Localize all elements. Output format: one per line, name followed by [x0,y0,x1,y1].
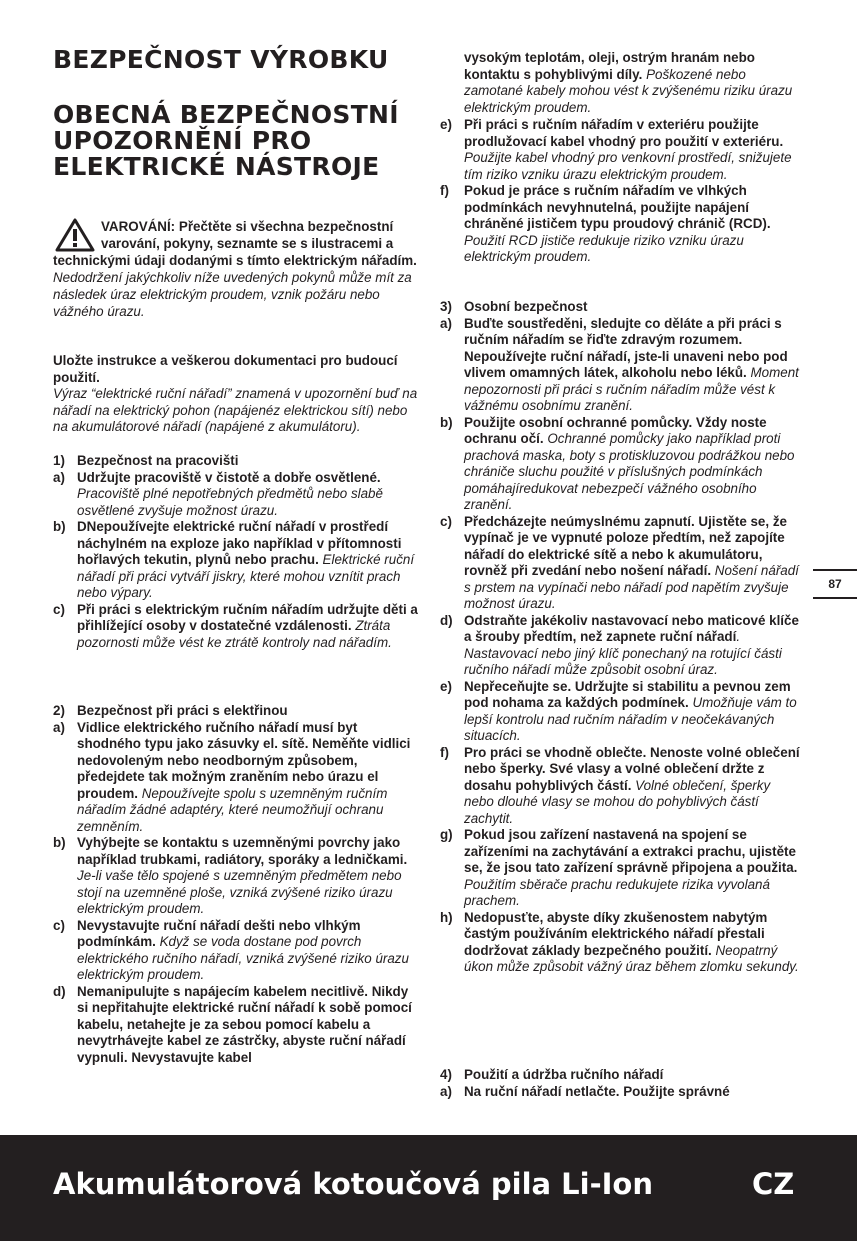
section-2-title: Bezpečnost při práci s elektřinou [77,703,288,718]
list-item: d) Nemanipulujte s napájecím kabelem necitlivě. Nikdy si nepřitahujte elektrické ruční nářadí k sobě pomocí kabelu, netahejte je za sebou pomocí kabelu a nevytrhávejte kabel ze zástrčky, abyste ruční nářadí vypnuli. Nevystavujte kabel [53,983,412,1065]
section-4-num: 4) [440,1067,452,1082]
list-item: a) Buďte soustředěni, sledujte co děláte a při práci s ručním nářadím se řiďte zdravým rozumem. Nepoužívejte ruční nářadí, jste-li unaveni nebo pod vlivem omamných látek, alkoholu nebo léků. Moment nepozornosti při práci s ručním nářadím může vést k vážnému osobnímu zranění. [440,315,799,413]
warning-text: Přečtěte si všechna bezpečnostní varování, pokyny, seznamte se s ilustracemi a technickými údaji dodanými s tímto elektrickým nářadím. [53,219,417,268]
list-item: h) Nedopusťte, abyste díky zkušenostem nabytým častým používáním elektrického nářadí přestali dodržovat základy bezpečného použití. Neopatrný úkon může způsobit vážný úraz během zlomku sekundy. [440,909,799,974]
list-item: a) Vidlice elektrického ručního nářadí musí byt shodného typu jako zásuvky el. sítě. Neměňte vidlici nedovoleným nebo neodborným způsobem, předejdete tak možným zraněním nebo úrazu el proudem. Nepoužívejte spolu s uzemněným ručním nářadím žádné adaptéry, které neumožňují ochranu zemněním. [53,719,411,834]
list-item: a) Na ruční nářadí netlačte. Použijte správné [440,1083,730,1099]
section-1 [53,453,423,651]
list-item: c) Při práci s elektrickým ručním nářadím udržujte děti a přihlížející osoby v dostatečné vzdálenosti. Ztráta pozornosti může vést ke ztrátě kontroly nad nářadím. [53,601,418,650]
section-1-title: Bezpečnost na pracovišti [77,453,239,468]
keep-instructions [53,353,423,436]
section-2-num: 2) [53,703,65,718]
section-2 [53,703,423,1066]
keep-italic: Výraz “elektrické ruční nářadí” znamená v upozornění buď na nářadí na elektrický pohon (napájenéz elektrickou sítí) nebo na akumulátorové nářadí (napájené z akumulátoru). [53,386,418,434]
list-item: e) Při práci s ručním nářadím v exteriéru použijte prodlužovací kabel vhodný pro použití v exteriéru. Použijte kabel vhodný pro venkovní prostředí, snižujete tím riziko vzniku úrazu elektrickým proudem. [440,117,792,182]
list-item: b) DNepoužívejte elektrické ruční nářadí v prostředí náchylném na exploze jako například v přítomnosti hořlavých tekutin, plynů nebo prachu. Elektrické ruční nářadí při práci vytváří jiskry, které mohou vznítit prach nebo výpary. [53,519,415,600]
footer-language: CZ [752,1167,795,1201]
list-item: b) Vyhýbejte se kontaktu s uzemněnými povrchy jako například trubkami, radiátory, sporáky a ledničkami. Je-li vaše tělo spojené s uzemněným předmětem nebo stojí na uzemněné ploše, vzniká zvýšené riziko úrazu elektrickým proudem. [53,835,408,916]
warning-block [53,218,423,320]
section-1-num: 1) [53,453,65,468]
section-3-num: 3) [440,299,452,314]
section-3-title: Osobní bezpečnost [464,299,588,314]
footer-title: Akumulátorová kotoučová pila Li-Ion [53,1167,653,1201]
keep-bold: Uložte instrukce a veškerou dokumentaci pro budoucí použití. [53,353,398,385]
warning-italic: Nedodržení jakýchkoliv níže uvedených pokynů může mít za následek úraz elektrickým proudem, vznik požáru nebo vážného úrazu. [53,270,412,319]
section-3 [440,299,802,976]
footer-bar [0,1135,857,1241]
warning-label: VAROVÁNÍ: [101,219,176,234]
list-item: b) Použijte osobní ochranné pomůcky. Vždy noste ochranu očí. Ochranné pomůcky jako například proti prachová maska, boty s protiskluzovou podrážkou nebo chrániče sluchu použité v příslušných podmínkách pomáhajíredukovat nebezpečí vážného osobního zranění. [440,414,795,512]
section-2-more [440,117,802,266]
section-4 [440,1067,802,1100]
section-4-title: Použití a údržba ručního nářadí [464,1067,664,1082]
list-item: f) Pro práci se vhodně oblečte. Nenoste volné oblečení nebo šperky. Své vlasy a volné oblečení držte z dosahu pohyblivých částí. Volné oblečení, šperky nebo dlouhé vlasy se mohou do pohyblivých částí zachytit. [440,744,800,826]
list-item: a) Udržujte pracoviště v čistotě a dobře osvětlené. Pracoviště plné nepotřebných předmětů nebo slabě osvětlené zvyšuje možnost úrazu. [53,469,383,518]
list-item: e) Nepřeceňujte se. Udržujte si stabilitu a pevnou zem pod nohama za každých podmínek. Umožňuje vám to lepší kontrolu nad ručním nářadím v neočekávaných situacích. [440,678,797,743]
section-2-continued: vysokým teplotám, oleji, ostrým hranám nebo kontaktu s pohyblivými díly. Poškozené nebo zamotané kabely mohou vést k zvýšenému riziku úrazu elektrickým proudem. [464,50,793,115]
list-item: c) Nevystavujte ruční nářadí dešti nebo vlhkým podmínkám. Když se voda dostane pod povrch elektrického ručního nářadí, vzniká zvýšené riziko úrazu elektrickým proudem. [53,917,409,982]
list-item: c) Předcházejte neúmyslnému zapnutí. Ujistěte se, že vypínač je ve vypnuté poloze předtím, než zapojíte nářadí do elektrické sítě a nebo k akumulátoru, rovněž při zvedání nebo nošení nářadí. Nošení nářadí s prstem na vypínači nebo nářadí pod napětím zvyšuje možnost úrazu. [440,513,799,611]
page-number: 87 [813,569,857,599]
section-subtitle: OBECNÁ BEZPEČNOSTNÍ UPOZORNĚNÍ PRO ELEKTRICKÉ NÁSTROJE [53,100,399,181]
section-title: BEZPEČNOST VÝROBKU [53,45,389,74]
list-item: d) Odstraňte jakékoliv nastavovací nebo maticové klíče a šrouby předtím, než zapnete ruční nářadí. Nastavovací nebo jiný klíč ponechaný na rotující části ručního nářadí může způsobit osobní úraz. [440,612,799,677]
warning-triangle-icon [55,218,95,252]
list-item: g) Pokud jsou zařízení nastavená na spojení se zařízeními na zachytávání a extrakci prachu, ujistěte se, že jsou tato zařízení správně připojena a použita. Použitím sběrače prachu redukujete rizika vyvolaná prachem. [440,827,798,908]
list-item: f) Pokud je práce s ručním nářadím ve vlhkých podmínkách nevyhnutelná, použijte napájení chráněné jističem typu proudový chránič (RCD). Použití RCD jističe redukuje riziko vzniku úrazu elektrickým proudem. [440,183,771,264]
